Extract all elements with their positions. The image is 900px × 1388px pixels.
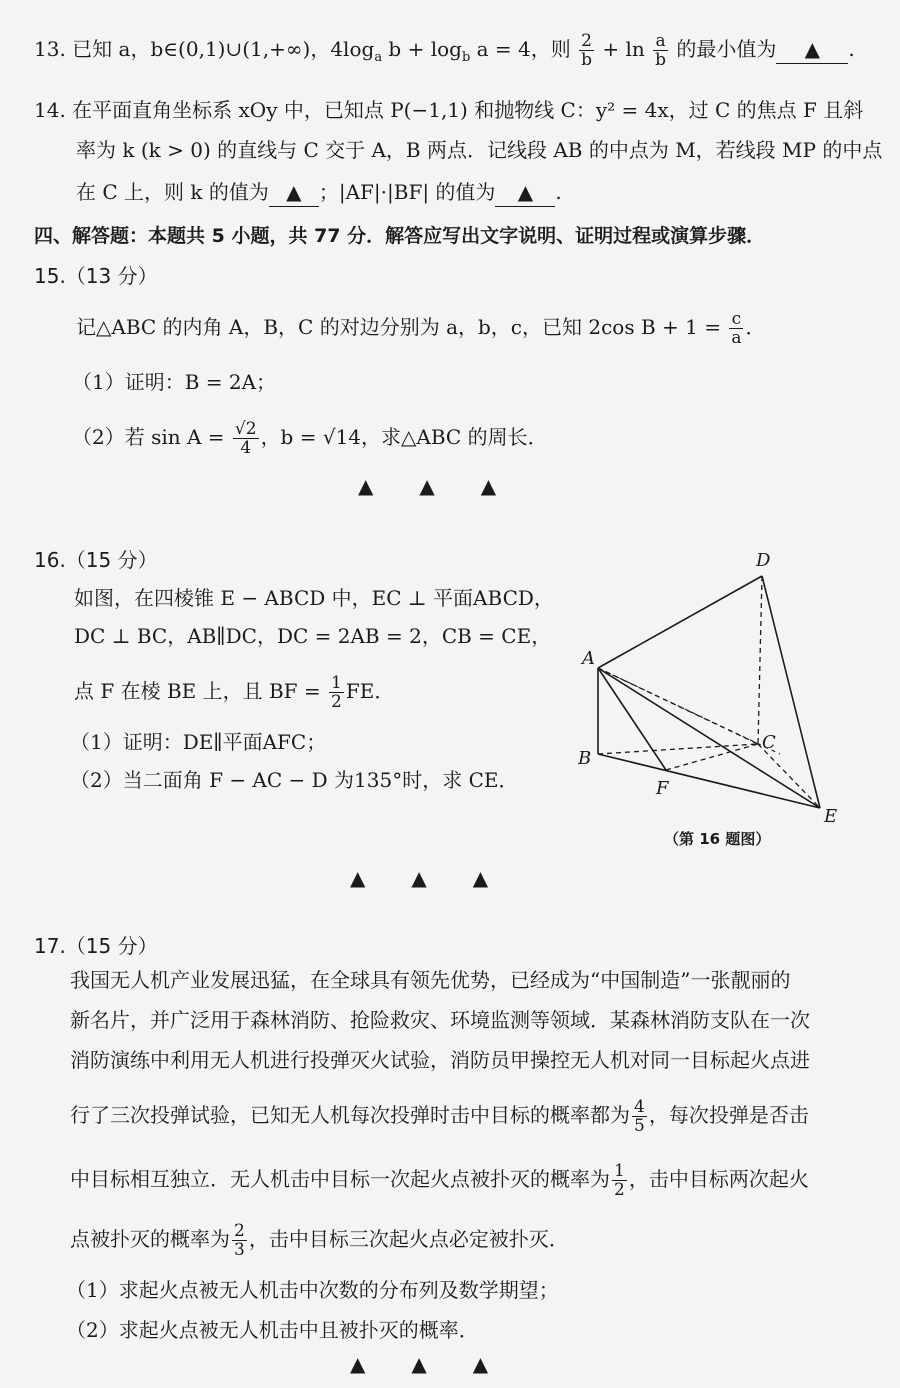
q16-figure-caption: （第 16 题图） <box>664 830 771 848</box>
q17-line-4-num: 4 <box>634 1097 645 1117</box>
q13-sub-a: a <box>374 50 383 65</box>
q14-line2: 率为 k (k > 0) 的直线与 C 交于 A，B 两点．记线段 AB 的中点为 M，若线段 MP 的中点 <box>76 138 883 162</box>
q13-f1-den: b <box>581 50 593 70</box>
q15-part-1: （1）证明：B = 2A； <box>72 370 277 394</box>
q15-header: 15.（13 分） <box>34 264 158 288</box>
q13-fraction-1 <box>579 32 594 69</box>
q17-line-5-fraction <box>612 1162 627 1199</box>
q15-stem-b: ． <box>745 315 766 339</box>
q17-line-6 <box>70 1222 569 1259</box>
q16-line-3-b: FE． <box>345 679 395 703</box>
q17-line-5-den: 2 <box>614 1180 625 1200</box>
q16-line-3-fraction <box>329 674 344 711</box>
q17-line-3: 消防演练中利用无人机进行投弹灭火试验，消防员甲操控无人机对同一目标起火点进 <box>70 1048 810 1072</box>
q15-part-2-num: √2 <box>234 419 257 439</box>
q15-stem-fraction <box>729 310 743 347</box>
q16-header: 16.（15 分） <box>34 548 158 572</box>
q17-part-2: （2）求起火点被无人机击中且被扑灭的概率． <box>66 1318 479 1342</box>
q13-text-d: + ln <box>596 37 652 61</box>
q15-part-2-den: 4 <box>240 438 252 458</box>
q16-line-1: 如图，在四棱锥 E − ABCD 中，EC ⊥ 平面ABCD， <box>74 586 554 610</box>
q13-text-c: a = 4，则 <box>470 37 578 61</box>
q17-line-4 <box>70 1098 809 1135</box>
edge-BE <box>598 754 820 808</box>
q13-answer-blank: ▲ <box>776 35 848 64</box>
edge-AF <box>598 668 666 770</box>
q14-line3 <box>76 178 562 207</box>
q16-line-2: DC ⊥ BC，AB∥DC，DC = 2AB = 2，CB = CE， <box>74 624 552 648</box>
q14-number: 14. <box>34 98 66 122</box>
q13-f2-num: a <box>653 32 668 51</box>
q15-part-2-fraction <box>233 420 259 457</box>
q17-line-1: 我国无人机产业发展迅猛，在全球具有领先优势，已经成为“中国制造”一张靓丽的 <box>70 968 791 992</box>
q17-line-5-b: ，击中目标两次起火 <box>628 1167 809 1191</box>
edge-BC <box>598 744 758 754</box>
vertex-label-E: E <box>824 806 838 827</box>
q17-line-6-fraction <box>232 1222 247 1259</box>
q16-line-3-den: 2 <box>331 692 342 712</box>
q17-part-1: （1）求起火点被无人机击中次数的分布列及数学期望； <box>66 1278 559 1302</box>
q13-f1-num: 2 <box>579 32 594 51</box>
q16-part-1: （1）证明：DE∥平面AFC； <box>70 730 327 754</box>
q13 <box>34 32 855 72</box>
q13-text-a: 已知 a，b∈(0,1)∪(1,+∞)，4log <box>72 37 375 61</box>
q17-line-2: 新名片，并广泛用于森林消防、抢险救灾、环境监测等领域．某森林消防支队在一次 <box>70 1008 810 1032</box>
q17-line-6-b: ，击中目标三次起火点必定被扑灭． <box>248 1227 569 1251</box>
edge-AE <box>598 668 820 808</box>
q17-line-5 <box>70 1162 809 1199</box>
q17-header: 17.（15 分） <box>34 934 158 958</box>
edge-DE <box>762 576 820 808</box>
q16-answer-marks: ▲▲▲ <box>350 866 535 890</box>
q16-line-3 <box>74 674 394 711</box>
q14-answer-blank-2: ▲ <box>495 178 555 207</box>
vertex-label-C: C <box>762 732 776 753</box>
q14-text-3c: . <box>555 180 562 204</box>
vertex-label-F: F <box>656 778 669 799</box>
q14-line1 <box>34 96 863 124</box>
q16-part-2: （2）当二面角 F − AC − D 为135°时，求 CE． <box>70 768 519 792</box>
edge-FC <box>666 744 758 770</box>
vertex-label-B: B <box>578 748 592 769</box>
edge-AD <box>598 576 762 668</box>
q17-line-4-fraction <box>632 1098 647 1135</box>
q13-sub-b: b <box>461 50 471 65</box>
vertex-label-D: D <box>756 550 771 571</box>
q15-answer-marks: ▲▲▲ <box>358 474 543 498</box>
edge-CE <box>758 744 820 808</box>
q15-stem-a: 记△ABC 的内角 A，B，C 的对边分别为 a，b，c，已知 2cos B + 1 = <box>76 315 728 339</box>
q17-line-6-den: 3 <box>234 1240 245 1260</box>
q17-line-6-num: 2 <box>234 1221 245 1241</box>
q15-stem-num: c <box>729 310 743 329</box>
q14-text-3a: 在 C 上，则 k 的值为 <box>76 180 269 204</box>
q14-text-1: 在平面直角坐标系 xOy 中，已知点 P(−1,1) 和抛物线 C：y² = 4x，过 C 的焦点 F 且斜 <box>72 98 864 122</box>
section-4-heading: 四、解答题：本题共 5 小题，共 77 分．解答应写出文字说明、证明过程或演算步骤． <box>34 225 766 247</box>
q16-line-3-a: 点 F 在棱 BE 上，且 BF = <box>74 679 328 703</box>
q13-end: . <box>848 37 855 61</box>
q17-line-5-num: 1 <box>614 1161 625 1181</box>
q15-part-2-b: ，b = √14，求△ABC 的周长． <box>260 425 548 449</box>
q13-number: 13. <box>34 37 66 61</box>
q17-line-4-b: ，每次投弹是否击 <box>648 1103 809 1127</box>
q13-text-b: b + log <box>382 37 462 61</box>
edge-DC <box>758 576 762 744</box>
q17-line-4-a: 行了三次投弹试验，已知无人机每次投弹时击中目标的概率都为 <box>70 1103 630 1127</box>
q15-stem-den: a <box>731 328 742 348</box>
q17-line-6-a: 点被扑灭的概率为 <box>70 1227 230 1251</box>
q16-line-3-num: 1 <box>331 673 342 693</box>
q13-fraction-2 <box>653 32 668 69</box>
q16-pyramid-figure <box>570 540 860 830</box>
q17-line-4-den: 5 <box>634 1116 645 1136</box>
q15-stem <box>76 310 765 347</box>
q17-answer-marks: ▲▲▲ <box>350 1352 535 1376</box>
q14-text-3b: ；|AF|·|BF| 的值为 <box>318 180 496 204</box>
q17-line-5-a: 中目标相互独立．无人机击中目标一次起火点被扑灭的概率为 <box>70 1167 610 1191</box>
q15-part-2 <box>72 420 548 457</box>
q14-answer-blank-1: ▲ <box>269 178 319 207</box>
q13-f2-den: b <box>655 50 667 70</box>
q15-part-2-a: （2）若 sin A = <box>72 425 231 449</box>
q13-text-e: 的最小值为 <box>670 37 777 61</box>
vertex-label-A: A <box>582 648 595 669</box>
